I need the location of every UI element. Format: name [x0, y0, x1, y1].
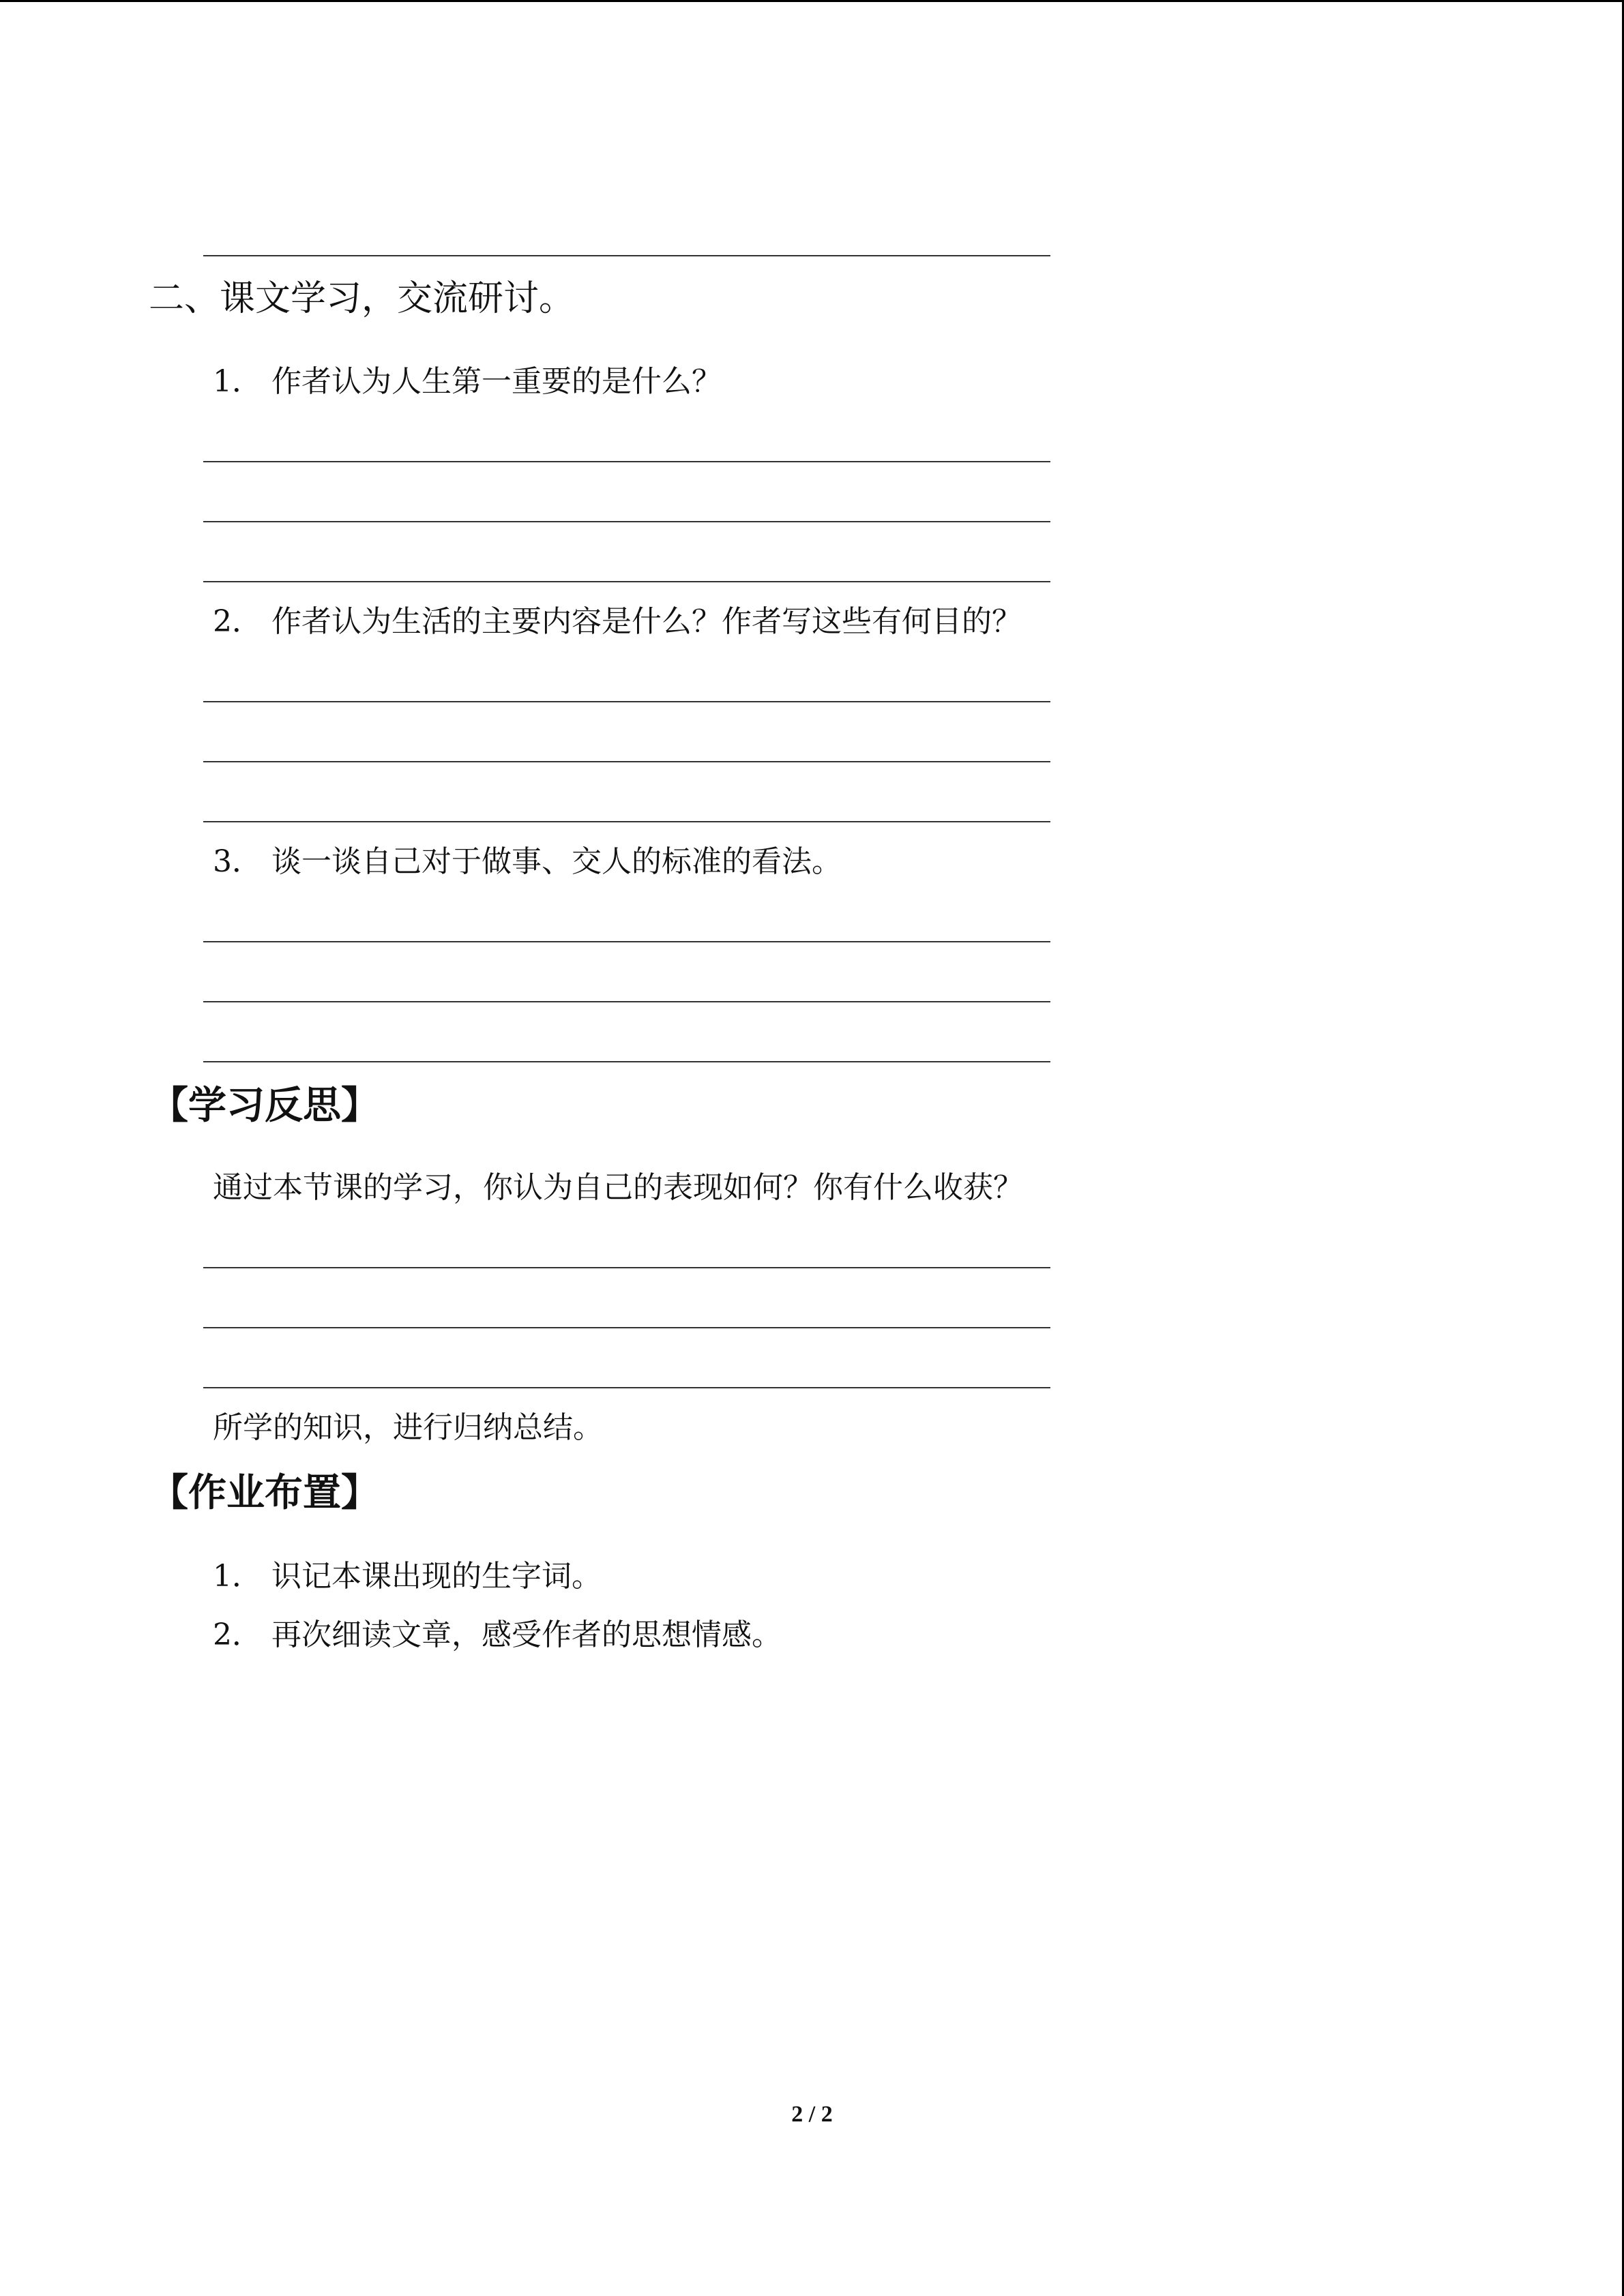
answer-line [203, 1267, 1050, 1268]
question-text: 作者认为生活的主要内容是什么？作者写这些有何目的？ [271, 604, 1022, 639]
section-title-reflection: 【学习反思】 [150, 1084, 379, 1128]
question-number: 2． [213, 604, 262, 639]
homework-number: 1． [213, 1559, 262, 1594]
answer-line [203, 941, 1050, 942]
reflection-prompt: 通过本节课的学习，你认为自己的表现如何？你有什么收获？ [213, 1170, 1023, 1205]
section-title-study: 二、课文学习，交流研讨。 [149, 278, 575, 319]
page-number: 2 / 2 [791, 2102, 833, 2127]
question-number: 3． [213, 844, 262, 879]
answer-line [203, 1327, 1050, 1328]
answer-line [203, 255, 1050, 256]
homework-text: 再次细读文章，感受作者的思想情感。 [271, 1617, 782, 1652]
reflection-summary: 所学的知识，进行归纳总结。 [213, 1410, 603, 1445]
answer-line [203, 521, 1050, 522]
answer-line [203, 1387, 1050, 1388]
homework-number: 2． [213, 1617, 262, 1652]
question-2 [213, 604, 1022, 639]
answer-line [203, 761, 1050, 762]
question-1 [213, 364, 722, 399]
homework-text: 识记本课出现的生字词。 [271, 1559, 602, 1594]
question-3 [213, 844, 842, 879]
section-title-homework: 【作业布置】 [150, 1471, 379, 1515]
homework-item-1 [213, 1559, 602, 1594]
answer-line [203, 581, 1050, 582]
answer-line [203, 1001, 1050, 1002]
answer-line [203, 821, 1050, 822]
answer-line [203, 701, 1050, 702]
question-text: 谈一谈自己对于做事、交人的标准的看法。 [271, 844, 842, 879]
homework-item-2 [213, 1617, 782, 1652]
question-number: 1． [213, 364, 262, 399]
question-text: 作者认为人生第一重要的是什么？ [271, 364, 722, 399]
answer-line [203, 1061, 1050, 1062]
page-border-top [0, 0, 1624, 2]
answer-line [203, 461, 1050, 462]
